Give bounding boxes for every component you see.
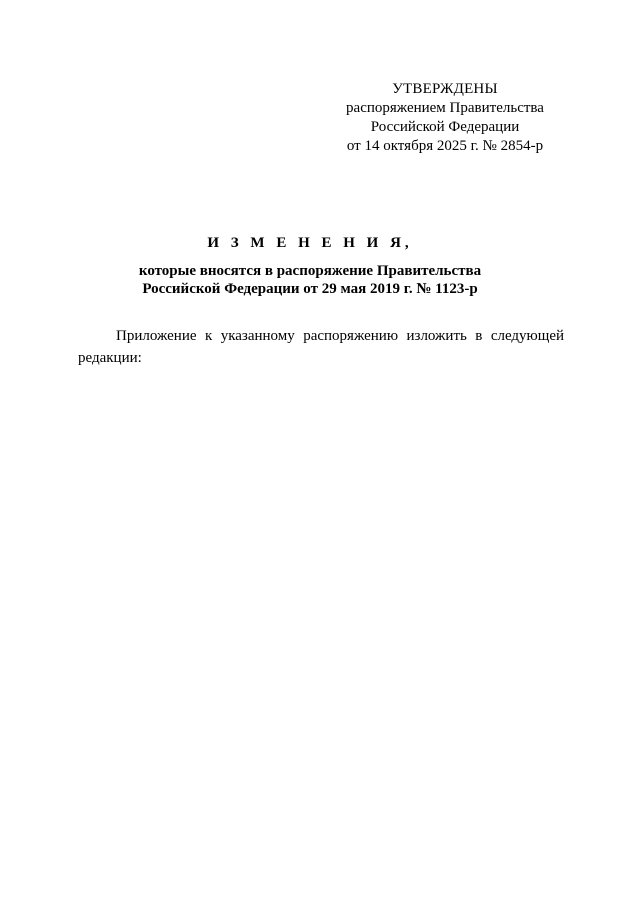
approval-line-2: Российской Федерации	[370, 119, 520, 135]
approval-title: УТВЕРЖДЕНЫ	[392, 81, 498, 97]
document-heading	[60, 233, 560, 298]
heading-subtitle-line-1: которые вносятся в распоряжение Правительства	[138, 263, 482, 279]
approval-line-3: от 14 октября 2025 г. № 2854-р	[346, 138, 544, 154]
heading-subtitle-line-2: Российской Федерации от 29 мая 2019 г. № 1123-р	[142, 281, 478, 297]
heading-title: И З М Е Н Е Н И Я,	[207, 235, 413, 251]
body-paragraph-text: Приложение к указанному распоряжению изложить в следующей редакции:	[78, 328, 564, 366]
body-paragraph	[78, 325, 564, 369]
approval-block	[340, 80, 550, 156]
approval-line-1: распоряжением Правительства	[346, 100, 544, 116]
